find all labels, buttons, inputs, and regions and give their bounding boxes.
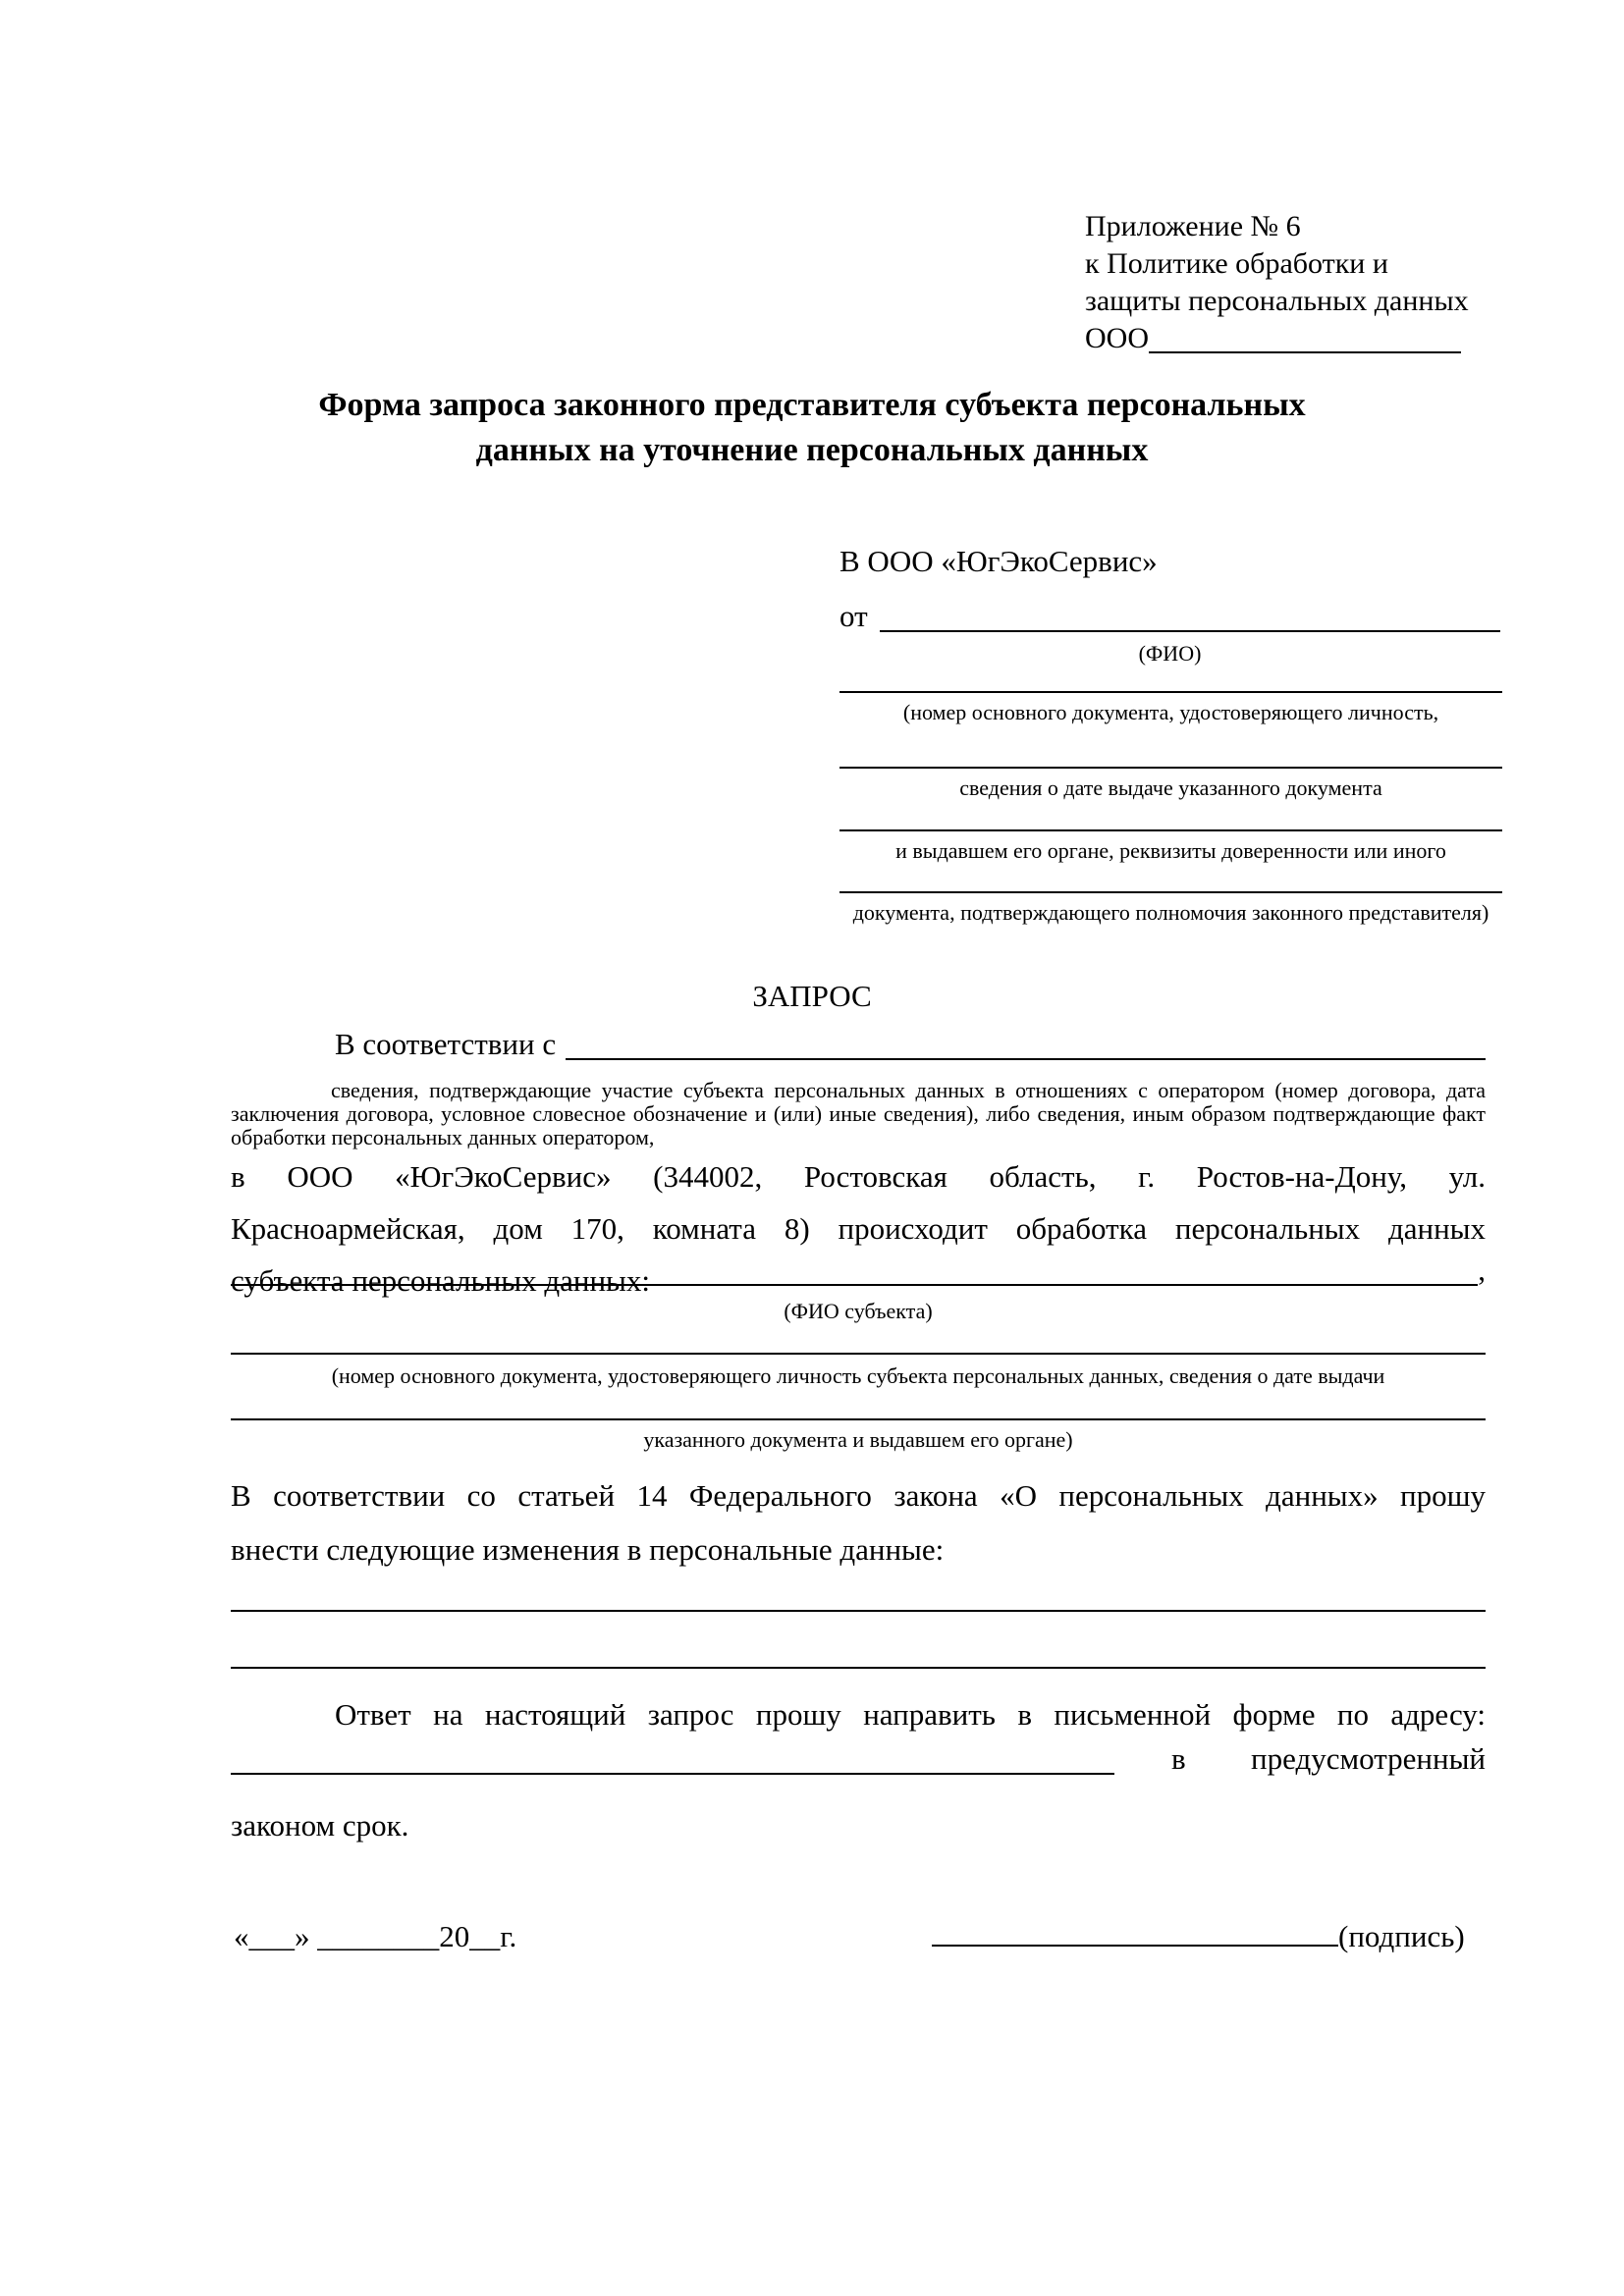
- reply-line-3: законом срок.: [231, 1808, 409, 1842]
- footnote-line-3: обработки персональных данных оператором,: [231, 1125, 655, 1149]
- fio-caption: (ФИО): [1138, 641, 1202, 666]
- signature-caption: (подпись): [1338, 1919, 1465, 1953]
- operator-line-3: субъекта персональных данных:: [231, 1263, 650, 1298]
- footnote-line-2: заключения договора, условное словесное обозначение и (или) иные сведения), либо сведения, иным образом подтверждающие факт: [231, 1101, 1486, 1126]
- representative-doc-blank-line-3: [839, 829, 1502, 831]
- subject-doc-blank-line-2: [231, 1418, 1486, 1420]
- appendix-org-row: [1085, 320, 1497, 357]
- changes-blank-line-1: [231, 1610, 1486, 1612]
- law-line-1: В соответствии со статьей 14 Федерального закона «О персональных данных» прошу: [231, 1478, 1486, 1513]
- subject-fio-caption: (ФИО субъекта): [784, 1299, 933, 1323]
- subject-doc-caption-1: (номер основного документа, удостоверяющего личность субъекта персональных данных, сведения о дате выдачи: [331, 1363, 1385, 1388]
- signature-blank-line: [932, 1945, 1338, 1947]
- doc-caption-1: (номер основного документа, удостоверяющего личность,: [902, 700, 1439, 724]
- representative-fio-blank-line: [880, 630, 1500, 632]
- footnote-line-1: сведения, подтверждающие участие субъекта персональных данных в отношениях с оператором (номер договора, дата: [331, 1078, 1486, 1102]
- subject-fio-blank-line: [231, 1284, 1478, 1286]
- changes-blank-line-2: [231, 1667, 1486, 1669]
- operator-line-2: Красноармейская, дом 170, комната 8) происходит обработка персональных данных: [231, 1211, 1486, 1246]
- subject-fio-row: [231, 1253, 1486, 1290]
- law-line-2: внести следующие изменения в персональные данные:: [231, 1532, 945, 1567]
- reply-address-blank-line: [231, 1773, 1114, 1775]
- appendix-note: [1085, 208, 1497, 357]
- doc-caption-2: сведения о дате выдаче указанного документа: [959, 775, 1382, 800]
- appendix-line-1: Приложение № 6: [1085, 210, 1301, 242]
- from-row: [839, 599, 1500, 636]
- subject-fio-comma: ,: [1478, 1253, 1486, 1287]
- intro-label: В соответствии с: [335, 1027, 557, 1061]
- representative-doc-blank-line-2: [839, 767, 1502, 769]
- subject-doc-caption-2: указанного документа и выдавшем его органе): [643, 1427, 1073, 1452]
- appendix-line-2: к Политике обработки и: [1085, 247, 1388, 280]
- appendix-org-prefix: ООО: [1085, 322, 1149, 354]
- reply-address-row: [231, 1741, 1486, 1779]
- intro-footnote: [231, 1079, 1486, 1149]
- from-label: от: [839, 599, 868, 633]
- intro-blank-line: [566, 1058, 1486, 1060]
- reply-word-1: в: [1171, 1741, 1186, 1776]
- request-heading: ЗАПРОС: [752, 979, 872, 1013]
- date-field: «___» ________20__г.: [234, 1919, 517, 1953]
- doc-caption-4: документа, подтверждающего полномочия законного представителя): [852, 900, 1489, 925]
- form-title-line-2: данных на уточнение персональных данных: [475, 432, 1149, 468]
- form-title: [169, 383, 1455, 473]
- reply-word-2: предусмотренный: [1251, 1741, 1486, 1776]
- reply-line-1: Ответ на настоящий запрос прошу направить в письменной форме по адресу:: [335, 1697, 1486, 1732]
- appendix-line-3: защиты персональных данных: [1085, 285, 1469, 317]
- operator-line-1: в ООО «ЮгЭкоСервис» (344002, Ростовская область, г. Ростов-на-Дону, ул.: [231, 1159, 1486, 1194]
- intro-row: [231, 1027, 1486, 1064]
- subject-doc-blank-line-1: [231, 1353, 1486, 1355]
- representative-doc-blank-line-4: [839, 891, 1502, 893]
- representative-doc-blank-line-1: [839, 691, 1502, 693]
- to-company: В ООО «ЮгЭкоСервис»: [839, 544, 1158, 578]
- doc-caption-3: и выдавшем его органе, реквизиты доверенности или иного: [895, 838, 1446, 863]
- form-title-line-1: Форма запроса законного представителя субъекта персональных: [318, 387, 1306, 423]
- org-name-blank-line: [1149, 351, 1461, 353]
- law-paragraph: [231, 1468, 1486, 1576]
